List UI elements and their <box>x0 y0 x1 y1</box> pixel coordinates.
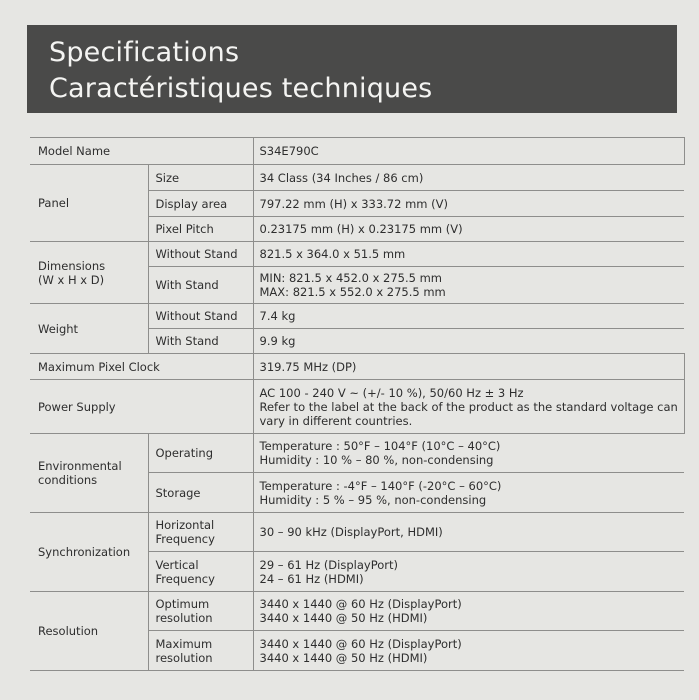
spec-value-maximum-resolution <box>253 631 684 671</box>
dimensions-min: MIN: 821.5 x 452.0 x 275.5 mm <box>259 271 443 285</box>
spec-value-pixel-pitch: 0.23175 mm (H) x 0.23175 mm (V) <box>253 217 684 242</box>
spec-sublabel-with-stand: With Stand <box>148 329 253 354</box>
table-row <box>30 138 684 165</box>
spec-sublabel-maximum-resolution <box>148 631 253 671</box>
table-row <box>30 304 684 329</box>
optimum-resolution-displayport: 3440 x 1440 @ 60 Hz (DisplayPort) <box>259 597 462 611</box>
spec-value-dimensions-without-stand: 821.5 x 364.0 x 51.5 mm <box>253 242 684 267</box>
power-supply-line2: Refer to the label at the back of the product as the standard voltage can <box>259 399 678 414</box>
table-row <box>30 354 684 380</box>
optimum-label-line2: resolution <box>155 611 213 625</box>
dimensions-label-line1: Dimensions <box>38 258 106 273</box>
horizontal-label-line1: Horizontal <box>155 518 215 532</box>
maximum-label-line1: Maximum <box>155 636 213 651</box>
table-row <box>30 165 684 191</box>
spec-sublabel-size: Size <box>148 165 253 191</box>
spec-label-power-supply: Power Supply <box>30 380 253 434</box>
spec-sublabel-display-area: Display area <box>148 191 253 217</box>
table-row <box>30 434 684 473</box>
vertical-label-line1: Vertical <box>155 557 199 572</box>
power-supply-line3: vary in different countries. <box>259 413 413 428</box>
spec-value-weight-with-stand: 9.9 kg <box>253 329 684 354</box>
table-row <box>30 513 684 552</box>
page-title-french: Caractéristiques techniques <box>49 73 433 104</box>
page-title: Specifications <box>49 37 240 68</box>
storage-humidity: Humidity : 5 % – 95 %, non-condensing <box>259 492 487 507</box>
operating-humidity: Humidity : 10 % – 80 %, non-condensing <box>259 453 494 467</box>
spec-value-weight-without-stand: 7.4 kg <box>253 304 684 329</box>
dimensions-max: MAX: 821.5 x 552.0 x 275.5 mm <box>259 285 446 299</box>
spec-value-display-area: 797.22 mm (H) x 333.72 mm (V) <box>253 191 684 217</box>
spec-label-max-pixel-clock: Maximum Pixel Clock <box>30 354 253 380</box>
spec-value-model-name: S34E790C <box>253 138 684 165</box>
table-row <box>30 380 684 434</box>
environmental-label-line2: conditions <box>38 473 98 487</box>
spec-sublabel-vertical-frequency <box>148 552 253 592</box>
spec-label-panel: Panel <box>30 165 148 242</box>
dimensions-label-line2: (W x H x D) <box>38 272 105 287</box>
environmental-label-line1: Environmental <box>38 459 122 473</box>
maximum-resolution-displayport: 3440 x 1440 @ 60 Hz (DisplayPort) <box>259 636 462 651</box>
maximum-label-line2: resolution <box>155 650 213 665</box>
spec-sublabel-storage: Storage <box>148 473 253 513</box>
power-supply-line1: AC 100 - 240 V ~ (+/- 10 %), 50/60 Hz ± 3 Hz <box>259 385 524 400</box>
spec-sublabel-pixel-pitch: Pixel Pitch <box>148 217 253 242</box>
spec-sublabel-without-stand: Without Stand <box>148 242 253 267</box>
operating-temperature: Temperature : 50°F – 104°F (10°C – 40°C) <box>259 439 501 453</box>
spec-value-horizontal-frequency: 30 – 90 kHz (DisplayPort, HDMI) <box>253 513 684 552</box>
spec-label-environmental <box>30 434 148 513</box>
spec-value-vertical-frequency <box>253 552 684 592</box>
spec-label-dimensions <box>30 242 148 304</box>
spec-label-resolution: Resolution <box>30 592 148 671</box>
spec-value-power-supply <box>253 380 684 434</box>
spec-label-synchronization: Synchronization <box>30 513 148 592</box>
spec-value-size: 34 Class (34 Inches / 86 cm) <box>253 165 684 191</box>
specifications-table <box>30 137 685 671</box>
spec-value-operating <box>253 434 684 473</box>
spec-sublabel-horizontal-frequency <box>148 513 253 552</box>
maximum-resolution-hdmi: 3440 x 1440 @ 50 Hz (HDMI) <box>259 650 428 665</box>
spec-sublabel-with-stand: With Stand <box>148 267 253 304</box>
vertical-frequency-displayport: 29 – 61 Hz (DisplayPort) <box>259 557 398 572</box>
spec-value-dimensions-with-stand <box>253 267 684 304</box>
spec-sublabel-operating: Operating <box>148 434 253 473</box>
table-row <box>30 242 684 267</box>
spec-sublabel-optimum-resolution <box>148 592 253 631</box>
optimum-resolution-hdmi: 3440 x 1440 @ 50 Hz (HDMI) <box>259 611 428 625</box>
vertical-label-line2: Frequency <box>155 571 215 586</box>
table-row <box>30 592 684 631</box>
spec-sublabel-without-stand: Without Stand <box>148 304 253 329</box>
spec-value-storage <box>253 473 684 513</box>
spec-label-model-name: Model Name <box>30 138 253 165</box>
spec-value-optimum-resolution <box>253 592 684 631</box>
spec-value-max-pixel-clock: 319.75 MHz (DP) <box>253 354 684 380</box>
spec-label-weight: Weight <box>30 304 148 354</box>
vertical-frequency-hdmi: 24 – 61 Hz (HDMI) <box>259 571 364 586</box>
section-header-banner <box>27 25 677 113</box>
optimum-label-line1: Optimum <box>155 597 210 611</box>
horizontal-label-line2: Frequency <box>155 532 215 546</box>
storage-temperature: Temperature : -4°F – 140°F (-20°C – 60°C) <box>259 478 502 493</box>
